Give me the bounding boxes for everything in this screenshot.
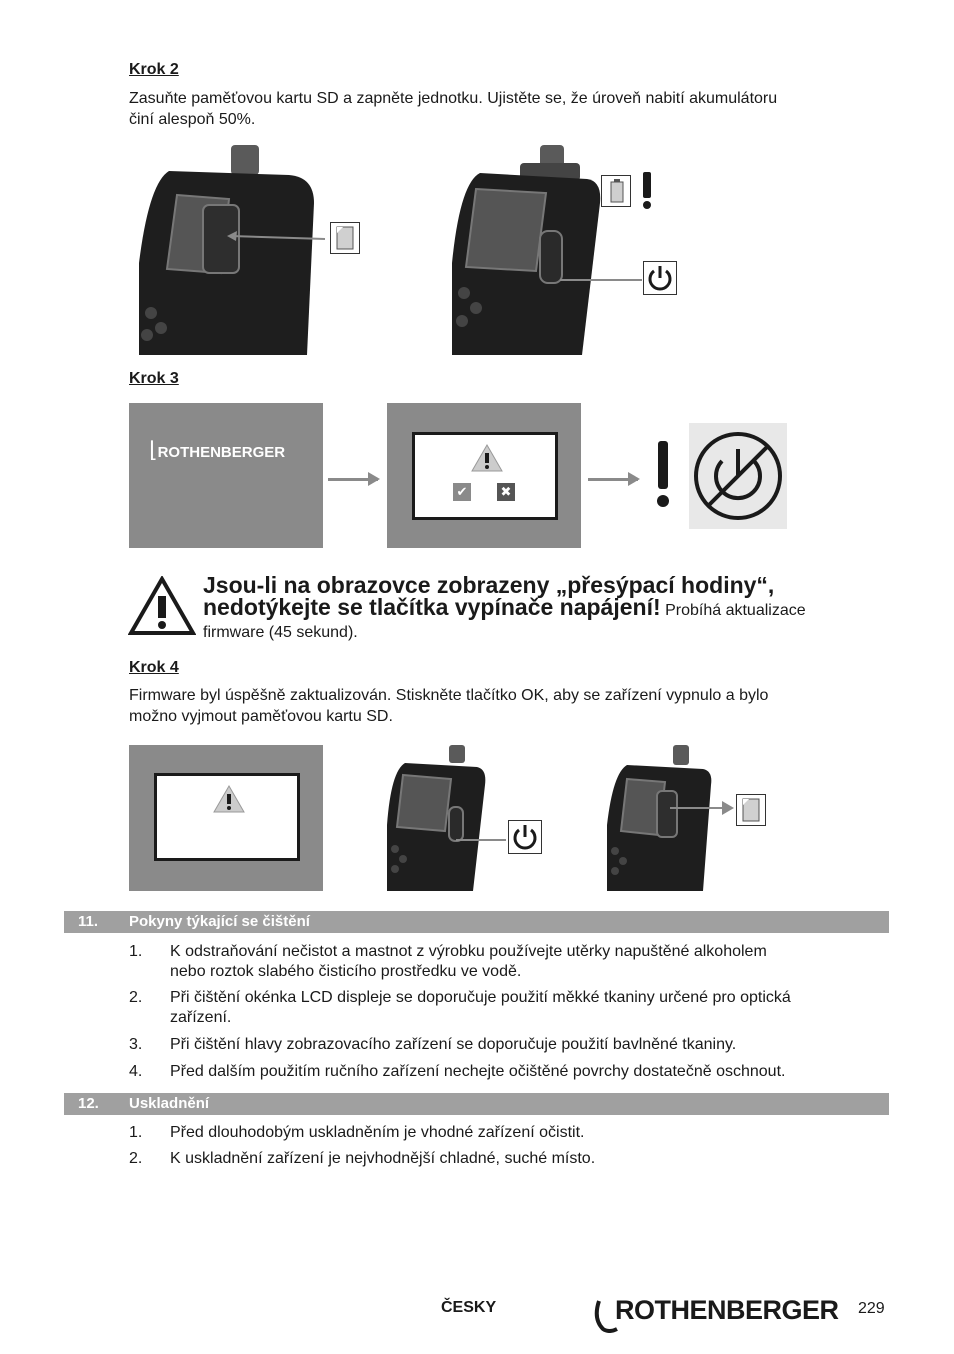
splash-logo: ⌊ROTHENBERGER — [149, 437, 286, 462]
warning-text: Jsou-li na obrazovce zobrazeny „přesýpací hodiny“, nedotýkejte se tlačítka vypínače napájení! Probíhá aktualizace firmware (45 sekund). — [203, 572, 806, 641]
arrow-to-power — [560, 279, 642, 281]
warning-triangle-icon — [128, 576, 196, 636]
list-item: 2. Při čištění okénka LCD displeje se doporučuje použití měkké tkaniny určené pro optická zařízení. — [129, 989, 791, 1026]
sd-card-icon-2 — [736, 794, 766, 826]
splash-screen — [129, 403, 323, 548]
section-12-header: 12. Uskladnění — [64, 1093, 889, 1115]
success-screen — [129, 745, 323, 891]
step4-title: Krok 4 — [129, 659, 179, 676]
logo-swoosh-icon: ⌊ — [149, 437, 158, 462]
battery-icon — [601, 175, 631, 207]
step4-text: Firmware byl úspěšně zaktualizován. Stiskněte tlačítko OK, aby se zařízení vypnulo a bylo možno vyjmout paměťovou kartu SD. — [129, 687, 769, 725]
exclamation-large-icon — [654, 441, 672, 509]
power-icon — [643, 261, 677, 295]
list-item: 4. Před dalším použitím ručního zařízení nechejte očištěné povrchy dostatečně oschnout. — [129, 1063, 786, 1080]
hourglass-warning-icon — [470, 443, 504, 473]
power-button — [540, 231, 562, 283]
device-power-off-illustration — [387, 745, 497, 891]
warning-small-icon — [212, 784, 246, 814]
no-power-icon — [689, 423, 787, 529]
update-screen — [387, 403, 581, 548]
exclamation-icon — [640, 172, 654, 210]
footer-language: ČESKY — [441, 1299, 497, 1316]
step3-title: Krok 3 — [129, 370, 179, 387]
list-item: 1. K odstraňování nečistot a mastnot z výrobku používejte utěrky napuštěné alkoholem nebo roztok slabého čisticího prostředku ve vodě. — [129, 943, 767, 980]
page-number: 229 — [858, 1300, 885, 1317]
sd-card-icon — [330, 222, 360, 254]
list-item: 3. Při čištění hlavy zobrazovacího zařízení se doporučuje použití bavlněné tkaniny. — [129, 1036, 737, 1053]
device-camera-head — [231, 145, 259, 175]
power-icon-2 — [508, 820, 542, 854]
close-icon: ✖ — [497, 483, 515, 501]
section-11-header: 11. Pokyny týkající se čištění — [64, 911, 889, 933]
check-icon: ✔ — [453, 483, 471, 501]
step2-title: Krok 2 — [129, 61, 179, 78]
device-remove-sd-illustration — [607, 745, 717, 891]
list-item: 2. K uskladnění zařízení je nejvhodnější chladné, suché místo. — [129, 1150, 596, 1167]
success-dialog — [154, 773, 300, 861]
step2-text: Zasuňte paměťovou kartu SD a zapněte jednotku. Ujistěte se, že úroveň nabití akumulátoru činí alespoň 50%. — [129, 90, 778, 128]
list-item: 1. Před dlouhodobým uskladněním je vhodné zařízení očistit. — [129, 1124, 585, 1141]
update-dialog — [412, 432, 558, 520]
